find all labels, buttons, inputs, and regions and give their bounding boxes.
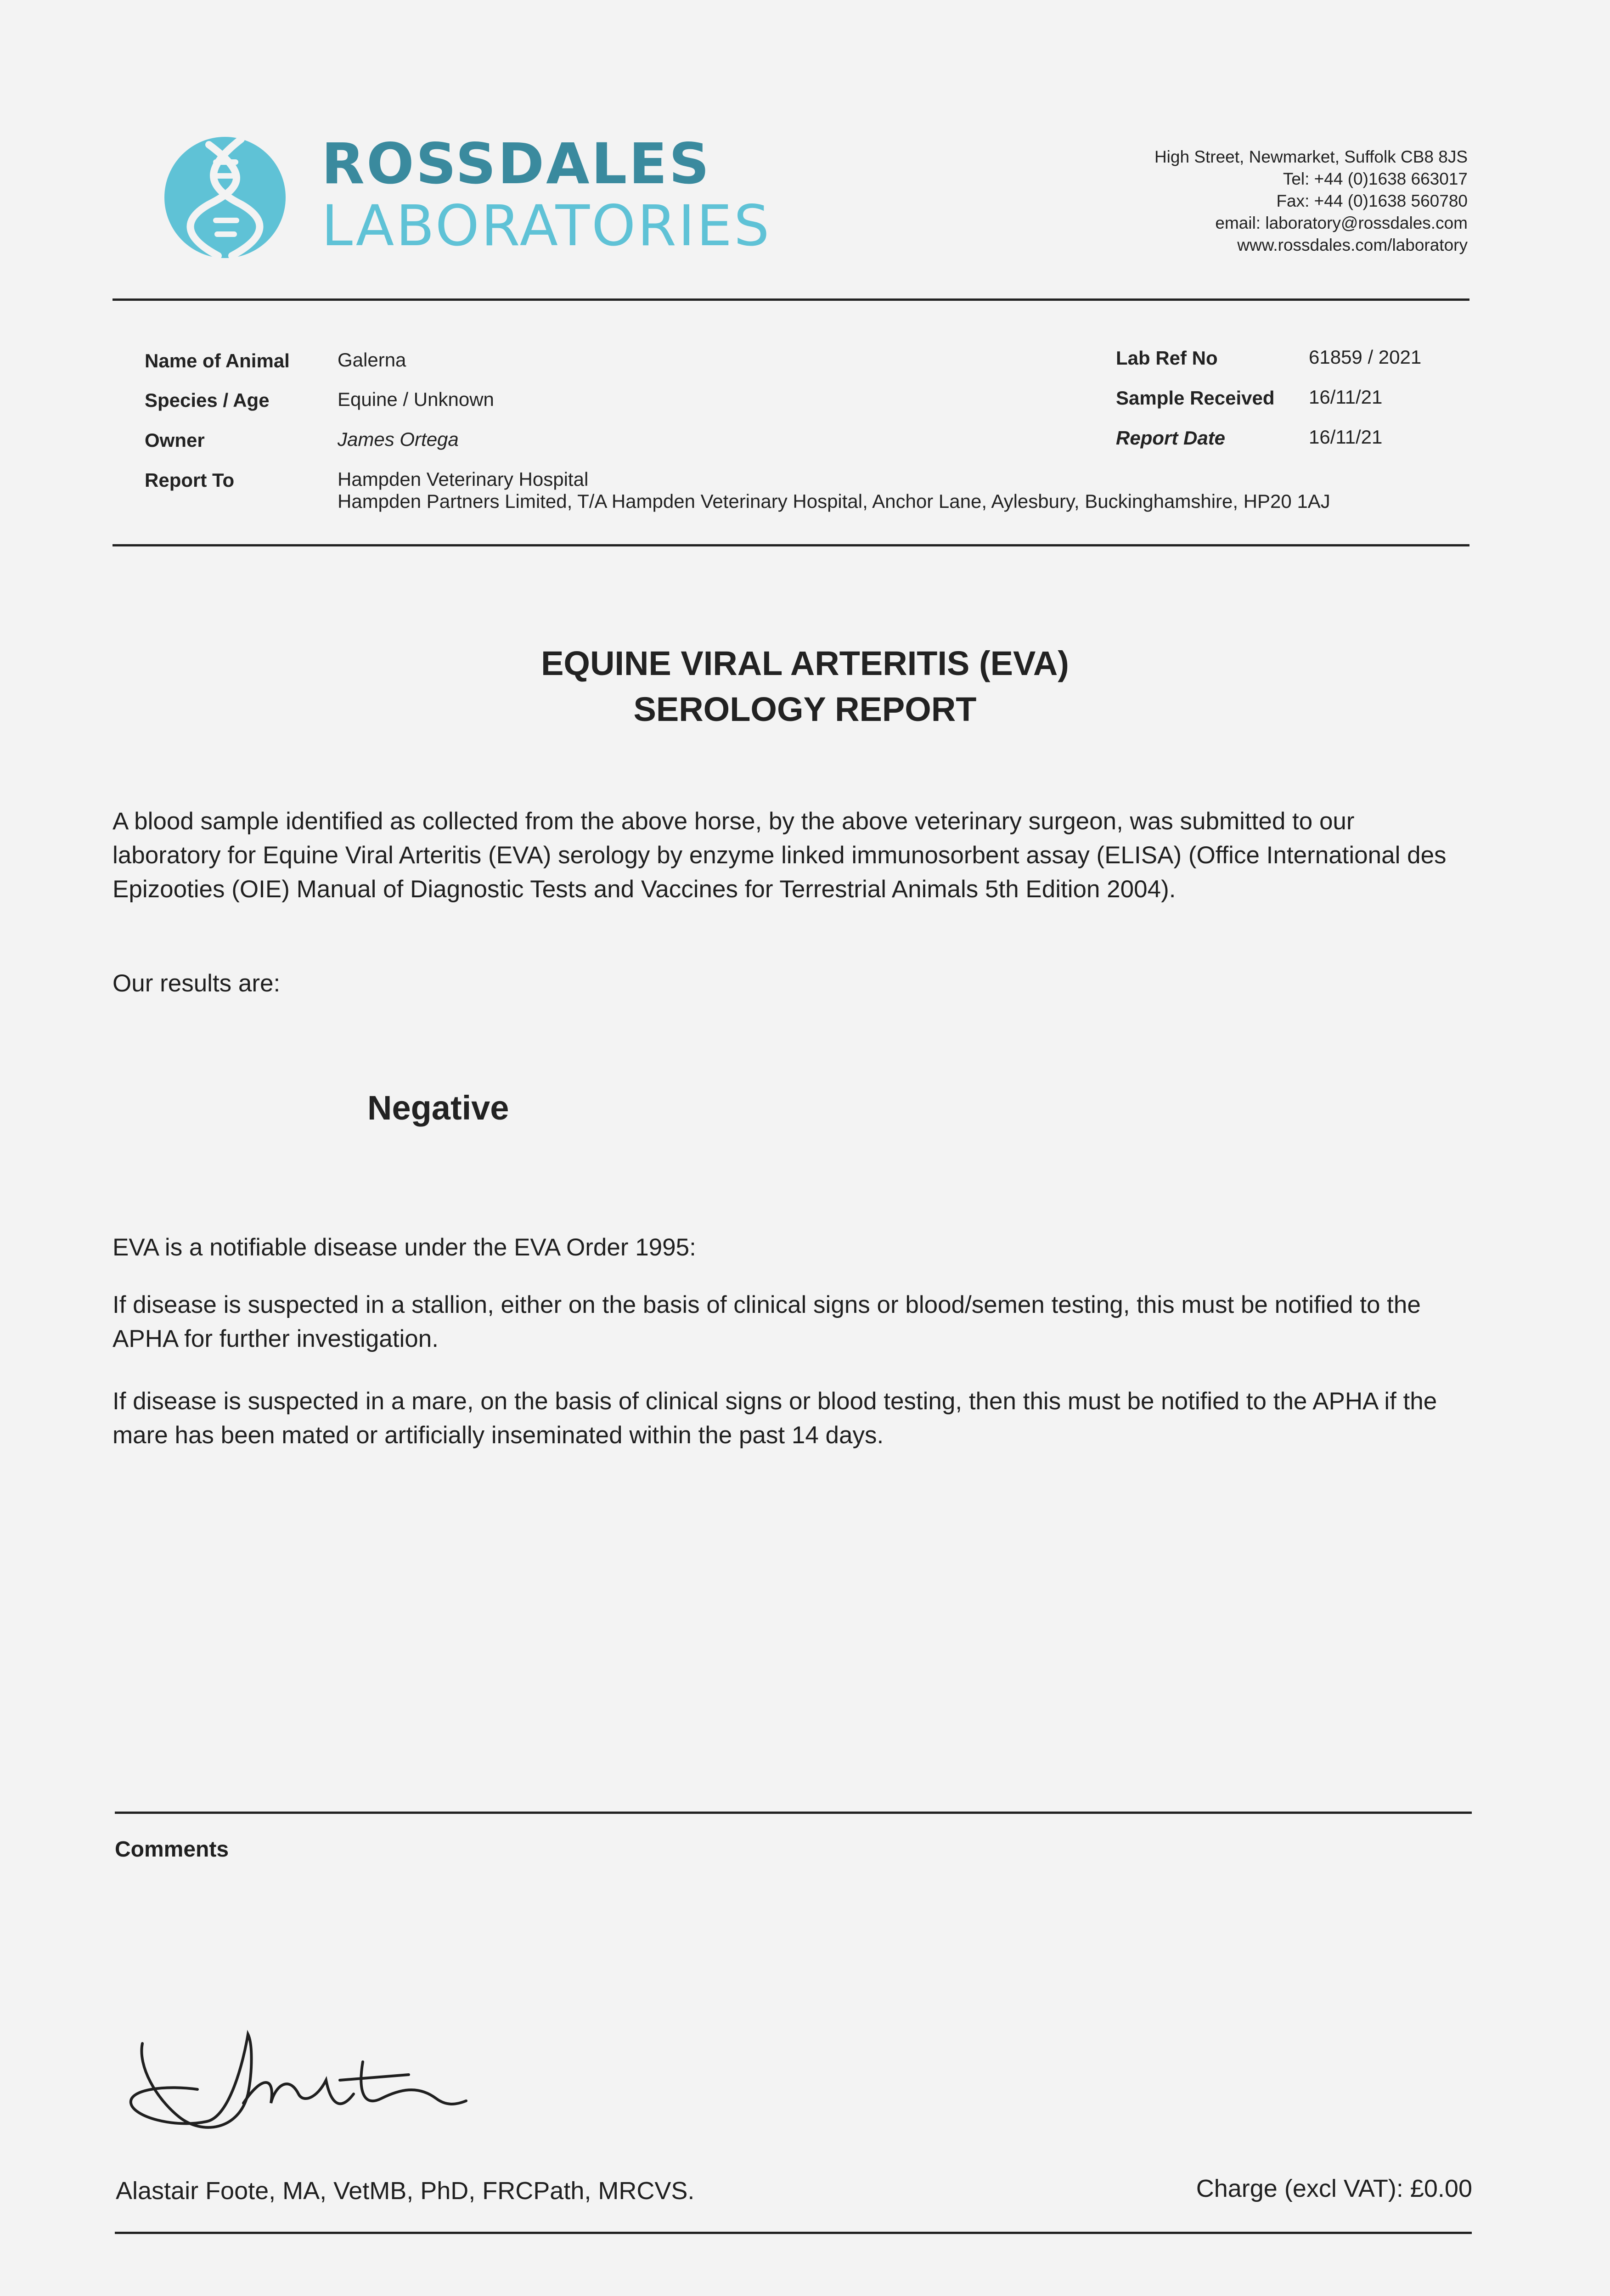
notifiable-statement: EVA is a notifiable disease under the EVA Order 1995:	[113, 1234, 696, 1261]
signature	[124, 2025, 473, 2149]
report-to-label: Report To	[145, 469, 235, 491]
report-title-line2: SEROLOGY REPORT	[633, 690, 977, 728]
report-to-line2: Hampden Partners Limited, T/A Hampden Veterinary Hospital, Anchor Lane, Aylesbury, Buckinghamshire, HP20 1AJ	[338, 490, 1330, 512]
lab-address	[1154, 146, 1468, 256]
report-title-line1: EQUINE VIRAL ARTERITIS (EVA)	[541, 644, 1069, 682]
footer-divider	[115, 2232, 1472, 2234]
fax-line: Fax: +44 (0)1638 560780	[1276, 191, 1468, 210]
stallion-note: If disease is suspected in a stallion, either on the basis of clinical signs or blood/semen testing, this must be notified to the APHA for further investigation.	[113, 1291, 1421, 1352]
result-value: Negative	[367, 1089, 509, 1127]
owner-value: James Ortega	[338, 428, 459, 450]
signer-name: Alastair Foote, MA, VetMB, PhD, FRCPath, MRCVS.	[116, 2177, 695, 2205]
species-value: Equine / Unknown	[338, 388, 494, 410]
address-line: High Street, Newmarket, Suffolk CB8 8JS	[1154, 147, 1468, 166]
species-label: Species / Age	[145, 389, 270, 411]
dna-helix-icon	[163, 135, 287, 259]
charge-amount: Charge (excl VAT): £0.00	[1196, 2175, 1472, 2202]
name-label: Name of Animal	[145, 350, 290, 371]
lab-ref-value: 61859 / 2021	[1309, 346, 1422, 368]
sample-received-label: Sample Received	[1116, 387, 1275, 409]
phone-line: Tel: +44 (0)1638 663017	[1283, 169, 1468, 188]
brand-bottom: LABORATORIES	[321, 193, 771, 259]
report-to-line1: Hampden Veterinary Hospital	[338, 468, 589, 490]
intro-paragraph: A blood sample identified as collected from the above horse, by the above veterinary surgeon, was submitted to our laboratory for Equine Viral Arteritis (EVA) serology by enzyme linked immunosorbent assay (ELISA) (Office International des Epizooties (OIE) Manual of Diagnostic Tests and Vaccines for Terrestrial Animals 5th Edition 2004).	[113, 808, 1447, 903]
lab-ref-label: Lab Ref No	[1116, 347, 1218, 369]
owner-label: Owner	[145, 429, 205, 451]
website-line: www.rossdales.com/laboratory	[1237, 236, 1468, 254]
brand-name	[321, 133, 771, 257]
email-line: email: laboratory@rossdales.com	[1215, 214, 1468, 232]
report-date-label: Report Date	[1116, 427, 1226, 449]
comments-label: Comments	[115, 1837, 229, 1862]
results-intro: Our results are:	[113, 970, 281, 997]
brand-top: ROSSDALES	[321, 131, 711, 197]
comments-divider	[115, 1812, 1472, 1814]
mare-note: If disease is suspected in a mare, on the basis of clinical signs or blood testing, then this must be notified to the APHA if the mare has been mated or artificially inseminated within the past 14 days.	[113, 1388, 1437, 1449]
header-divider	[113, 298, 1469, 301]
details-divider	[113, 544, 1469, 546]
report-date-value: 16/11/21	[1309, 426, 1383, 448]
sample-received-value: 16/11/21	[1309, 386, 1383, 408]
name-value: Galerna	[338, 349, 406, 371]
